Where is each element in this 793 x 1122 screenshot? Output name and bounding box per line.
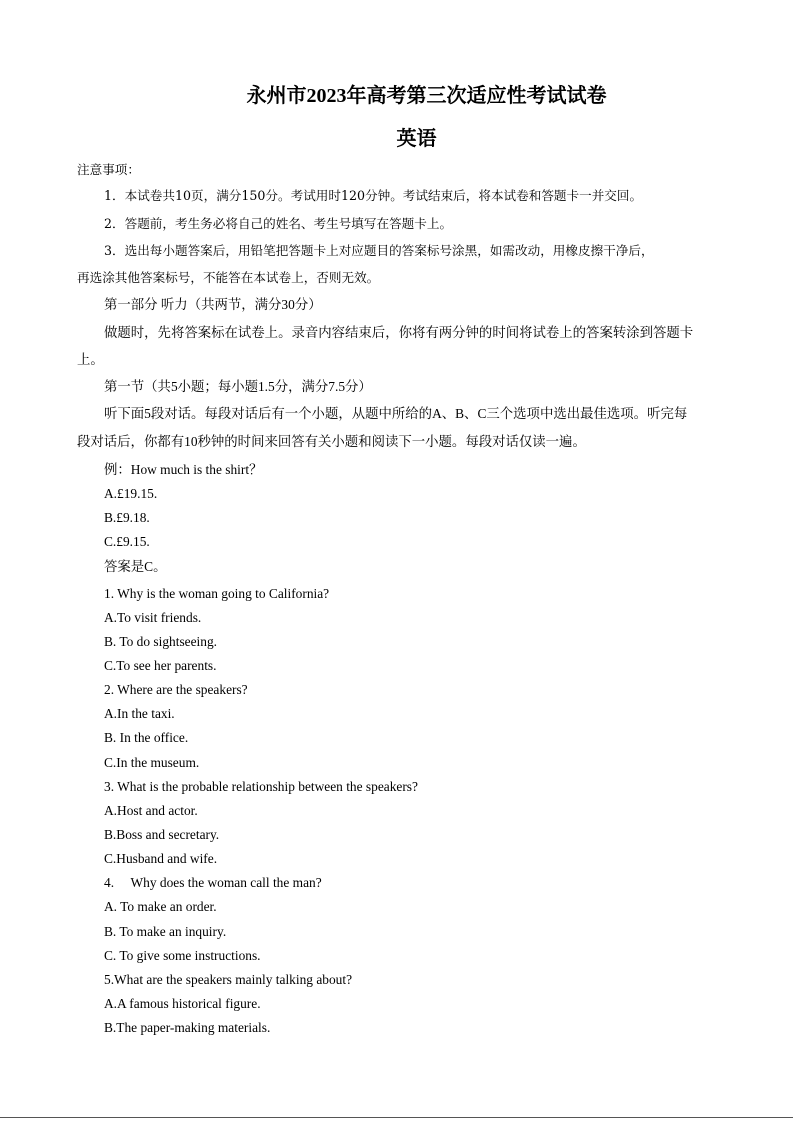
part1-instruction-line-2: 上。: [77, 352, 104, 367]
question-4-option-b: B. To make an inquiry.: [104, 924, 227, 939]
example-option-c: C.£9.15.: [104, 534, 150, 549]
example-option-a: A.£19.15.: [104, 486, 158, 501]
section1-instruction-line-1: 听下面5段对话。每段对话后有一个小题，从题中所给的A、B、C三个选项中选出最佳选项。听完每: [104, 406, 688, 421]
question-3-stem: 3. What is the probable relationship between the speakers?: [104, 779, 418, 794]
question-2-option-a: A.In the taxi.: [104, 706, 175, 721]
question-1-stem: 1. Why is the woman going to California?: [104, 586, 330, 601]
question-2-stem: 2. Where are the speakers?: [104, 682, 248, 697]
notice-item-3-line-1: 3．选出每小题答案后，用铅笔把答题卡上对应题目的答案标号涂黑，如需改动，用橡皮擦干净后，: [104, 243, 654, 258]
section1-heading: 第一节（共5小题；每小题1.5分，满分7.5分）: [104, 379, 372, 394]
question-1-option-b: B. To do sightseeing.: [104, 634, 218, 649]
notice-heading: 注意事项：: [77, 162, 140, 177]
question-4-stem: 4. Why does the woman call the man?: [104, 875, 322, 890]
question-3-option-b: B.Boss and secretary.: [104, 827, 220, 842]
example-option-b: B.£9.18.: [104, 510, 150, 525]
exam-title: 永州市2023年高考第三次适应性考试试卷: [246, 85, 607, 107]
question-5-option-a: A.A famous historical figure.: [104, 996, 261, 1011]
question-1-option-a: A.To visit friends.: [104, 610, 202, 625]
page-bottom-divider: [0, 1117, 793, 1118]
example-answer: 答案是C。: [104, 559, 167, 574]
subject-title: 英语: [396, 128, 437, 150]
question-5-option-b: B.The paper-making materials.: [104, 1020, 271, 1035]
part1-instruction-line-1: 做题时，先将答案标在试卷上。录音内容结束后，你将有两分钟的时间将试卷上的答案转涂到答题卡: [104, 325, 694, 340]
question-4-option-c: C. To give some instructions.: [104, 948, 261, 963]
question-4-option-a: A. To make an order.: [104, 899, 217, 914]
notice-item-1: 1．本试卷共10页，满分150分。考试用时120分钟。考试结束后，将本试卷和答题卡一并交回。: [104, 188, 643, 203]
part1-heading: 第一部分 听力（共两节，满分30分）: [104, 297, 322, 312]
notice-item-2: 2．答题前，考生务必将自己的姓名、考生号填写在答题卡上。: [104, 216, 453, 231]
question-1-option-c: C.To see her parents.: [104, 658, 217, 673]
notice-item-3-line-2: 再选涂其他答案标号，不能答在本试卷上，否则无效。: [77, 270, 380, 285]
question-3-option-c: C.Husband and wife.: [104, 851, 218, 866]
question-2-option-b: B. In the office.: [104, 730, 189, 745]
question-2-option-c: C.In the museum.: [104, 755, 200, 770]
example-question: 例：How much is the shirt？: [104, 462, 263, 477]
question-5-stem: 5.What are the speakers mainly talking about?: [104, 972, 353, 987]
section1-instruction-line-2: 段对话后，你都有10秒钟的时间来回答有关小题和阅读下一小题。每段对话仅读一遍。: [77, 434, 586, 449]
question-3-option-a: A.Host and actor.: [104, 803, 198, 818]
